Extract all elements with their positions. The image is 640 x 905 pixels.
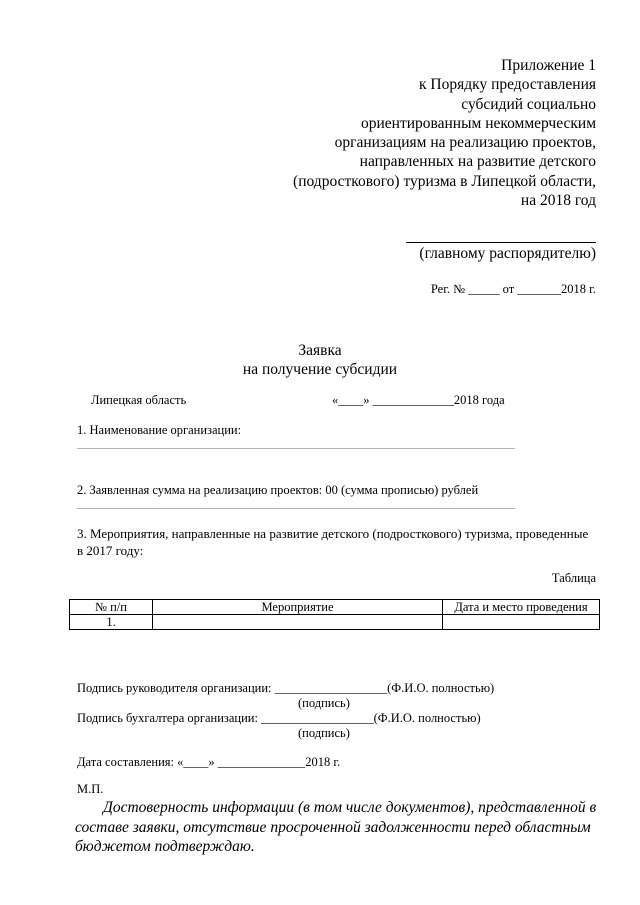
appendix-line: на 2018 год bbox=[520, 192, 596, 210]
cell-date-place bbox=[443, 615, 600, 630]
cell-event bbox=[153, 615, 443, 630]
appendix-line: к Порядку предоставления bbox=[419, 76, 596, 94]
table-row bbox=[70, 615, 600, 630]
table-caption: Таблица bbox=[551, 571, 596, 585]
document-title: Заявка bbox=[298, 342, 342, 359]
header-date-place: Дата и место проведения bbox=[443, 600, 600, 615]
item-requested-amount: 2. Заявленная сумма на реализацию проектов: 00 (сумма прописью) рублей bbox=[77, 483, 479, 497]
item-organization-name: 1. Наименование организации: bbox=[77, 423, 242, 437]
item-events-line2: в 2017 году: bbox=[77, 543, 144, 558]
confirmation-line3: бюджетом подтверждаю. bbox=[75, 838, 255, 855]
item-events-line1: 3. Мероприятия, направленные на развитие детского (подросткового) туризма, проведенные bbox=[77, 526, 589, 541]
header-number: № п/п bbox=[70, 600, 153, 615]
header-event: Мероприятие bbox=[153, 600, 443, 615]
confirmation-line1: Достоверность информации (в том числе документов), представленной в bbox=[103, 799, 597, 816]
table-header-row bbox=[70, 600, 600, 615]
stamp-place: М.П. bbox=[77, 782, 104, 796]
confirmation-line2: составе заявки, отсутствие просроченной задолженности перед областным bbox=[75, 818, 591, 836]
accountant-signature: Подпись бухгалтера организации: __________________(Ф.И.О. полностью) bbox=[77, 711, 481, 725]
head-signature-caption: (подпись) bbox=[298, 696, 350, 710]
organization-name-line bbox=[77, 448, 515, 449]
appendix-line: Приложение 1 bbox=[501, 57, 596, 74]
appendix-line: субсидий социально bbox=[461, 95, 596, 113]
cell-number: 1. bbox=[70, 615, 153, 630]
appendix-line: (подросткового) туризма в Липецкой области, bbox=[293, 172, 596, 190]
appendix-line: ориентированным некоммерческим bbox=[360, 114, 596, 132]
place-label: Липецкая область bbox=[91, 393, 187, 407]
recipient-fill-line bbox=[406, 242, 596, 243]
accountant-signature-caption: (подпись) bbox=[298, 726, 350, 740]
head-signature: Подпись руководителя организации: __________________(Ф.И.О. полностью) bbox=[77, 681, 495, 695]
compilation-date: Дата составления: «____» ______________2018 г. bbox=[77, 755, 341, 769]
registration-number: Рег. № _____ от _______2018 г. bbox=[430, 282, 596, 296]
appendix-line: направленных на развитие детского bbox=[359, 153, 596, 171]
events-table bbox=[69, 599, 600, 630]
recipient-label: (главному распорядителю) bbox=[419, 245, 596, 262]
requested-amount-line bbox=[77, 508, 515, 509]
application-date: «____» _____________2018 года bbox=[332, 393, 505, 407]
confirmation-statement bbox=[75, 798, 597, 857]
appendix-header bbox=[293, 56, 596, 210]
appendix-line: организациям на реализацию проектов, bbox=[334, 134, 596, 152]
document-subtitle: на получение субсидии bbox=[242, 361, 398, 378]
